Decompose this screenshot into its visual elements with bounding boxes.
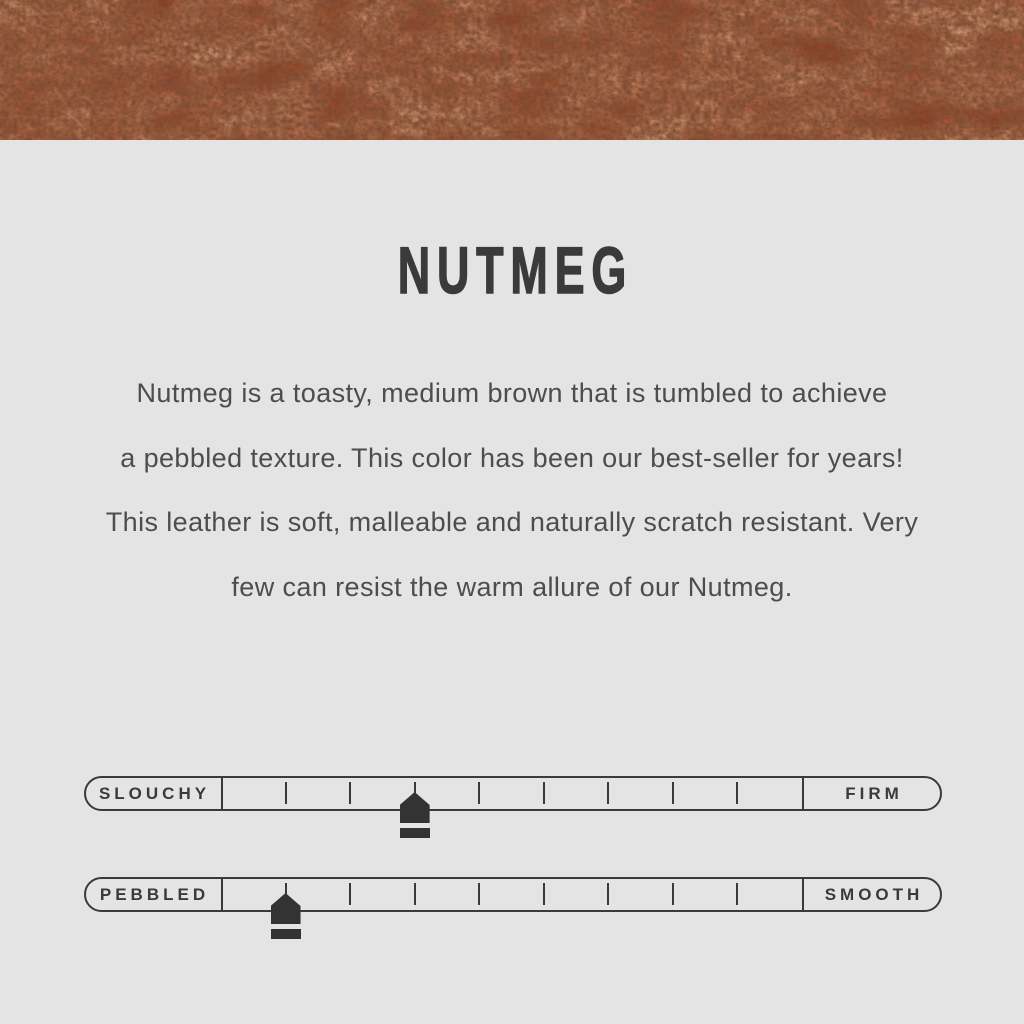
description-text: [52, 361, 972, 620]
scale-marker-indicator: [271, 893, 301, 939]
scale-ticks: [221, 776, 802, 811]
scale-tick: [285, 782, 287, 804]
leather-texture-image: [0, 0, 1024, 140]
scale-tick: [349, 782, 351, 804]
marker-nib-icon: [400, 792, 430, 823]
scale-tick: [736, 782, 738, 804]
scale-ticks: [221, 877, 802, 912]
description-line: This leather is soft, malleable and naturally scratch resistant. Very: [105, 507, 919, 538]
scale-marker-indicator: [400, 792, 430, 838]
scale-tick: [607, 782, 609, 804]
leather-texture-graphic: [0, 0, 1024, 140]
texture-scale: [84, 877, 942, 912]
scale-tick: [478, 883, 480, 905]
scale-tick: [543, 883, 545, 905]
scale-tick: [414, 883, 416, 905]
description-line: few can resist the warm allure of our Nutmeg.: [231, 572, 793, 603]
scale-tick: [672, 782, 674, 804]
scale-tick: [349, 883, 351, 905]
page-title: NUTMEG: [397, 233, 634, 307]
description-line: Nutmeg is a toasty, medium brown that is tumbled to achieve: [136, 378, 888, 408]
marker-nib-icon: [271, 893, 301, 924]
marker-bar-icon: [271, 929, 301, 939]
scale-tick: [478, 782, 480, 804]
scale-right-label: SMOOTH: [824, 884, 924, 904]
scale-left-label: PEBBLED: [99, 884, 210, 904]
description-line: a pebbled texture. This color has been our best-seller for years!: [120, 442, 904, 473]
marker-bar-icon: [400, 828, 430, 838]
scale-tick: [736, 883, 738, 905]
scale-tick: [543, 782, 545, 804]
scale-left-label: SLOUCHY: [98, 783, 211, 803]
firmness-scale: [84, 776, 942, 811]
scale-right-label: FIRM: [845, 783, 903, 803]
scale-tick: [672, 883, 674, 905]
scale-tick: [607, 883, 609, 905]
